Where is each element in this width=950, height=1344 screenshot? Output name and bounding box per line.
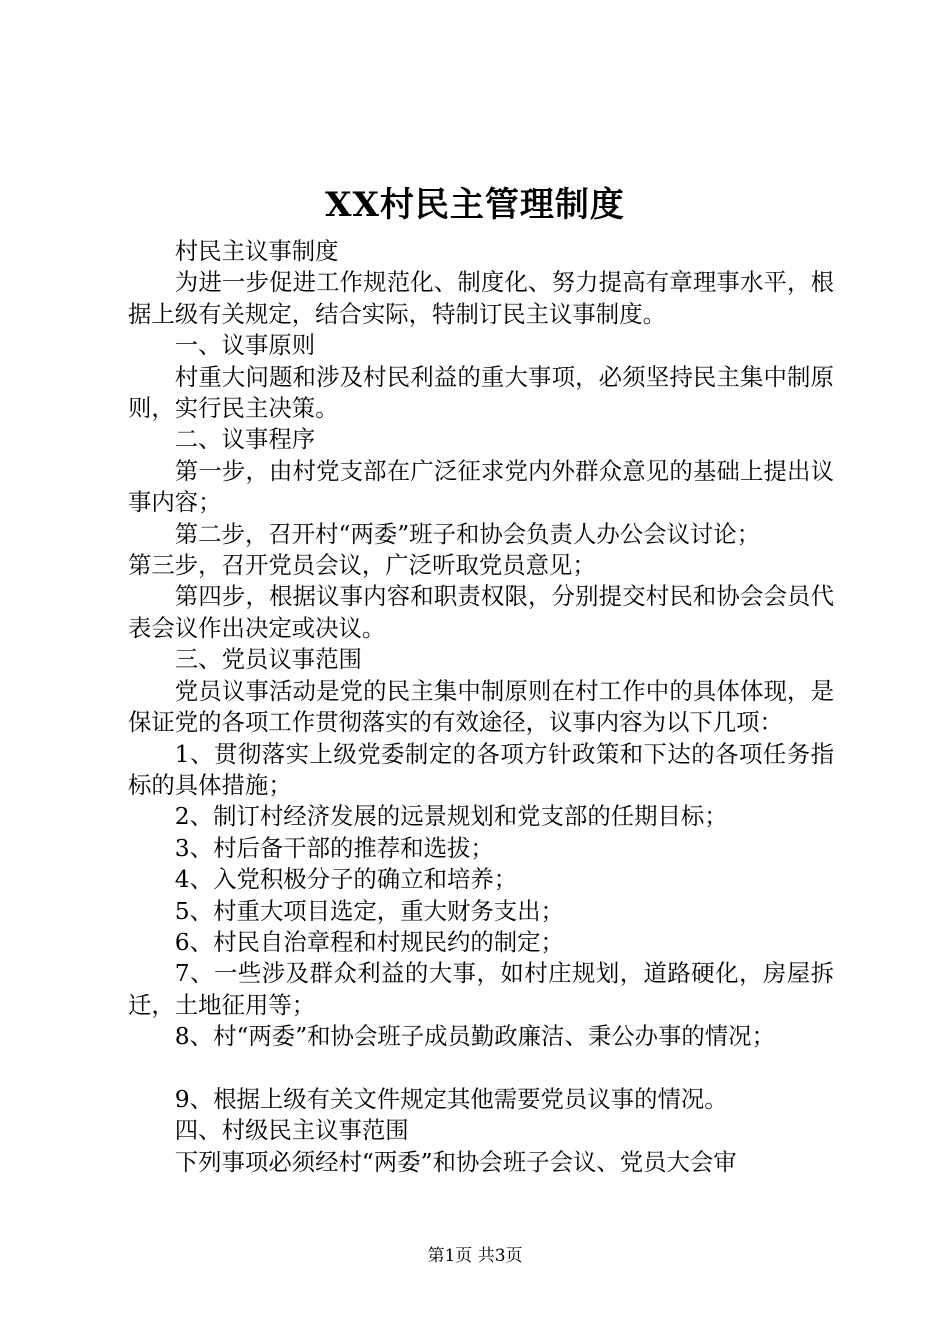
- list-item: 1、贯彻落实上级党委制定的各项方针政策和下达的各项任务指标的具体措施；: [128, 739, 834, 799]
- page-footer: 第1页 共3页: [427, 1246, 523, 1266]
- section-heading-2: 二、议事程序: [174, 425, 316, 454]
- paragraph-intro: 为进一步促进工作规范化、制度化、努力提高有章理事水平，根据上级有关规定，结合实际，特制订民主议事制度。: [128, 268, 834, 328]
- document-body: [128, 236, 834, 1178]
- section-heading-1: 一、议事原则: [174, 331, 316, 360]
- paragraph-step-2: 第二步，召开村“两委”班子和协会负责人办公会议讨论；: [174, 519, 761, 548]
- blank-line: [128, 1053, 834, 1084]
- list-item: 7、一些涉及群众利益的大事，如村庄规划，道路硬化，房屋拆迁，土地征用等；: [128, 959, 834, 1019]
- paragraph-step-3: 第三步，召开党员会议，广泛听取党员意见；: [128, 551, 596, 580]
- document-title: XX村民主管理制度: [325, 185, 625, 225]
- paragraph-subtitle: 村民主议事制度: [174, 237, 339, 265]
- paragraph-step-4: 第四步，根据议事内容和职责权限，分别提交村民和协会会员代表会议作出决定或决议。: [128, 582, 834, 642]
- list-item: 5、村重大项目选定，重大财务支出；: [174, 896, 564, 925]
- paragraph-principle: 村重大问题和涉及村民利益的重大事项，必须坚持民主集中制原则，实行民主决策。: [128, 362, 834, 423]
- section-heading-4: 四、村级民主议事范围: [174, 1116, 409, 1145]
- paragraph-village-scope: 下列事项必须经村“两委”和协会班子会议、党员大会审: [174, 1147, 737, 1176]
- list-item: 2、制订村经济发展的远景规划和党支部的任期目标；: [174, 802, 728, 831]
- section-heading-3: 三、党员议事范围: [174, 645, 362, 674]
- list-item: 3、村后备干部的推荐和选拔；: [174, 833, 494, 862]
- paragraph-step-1: 第一步，由村党支部在广泛征求党内外群众意见的基础上提出议事内容；: [128, 456, 834, 517]
- list-item: 8、村“两委”和协会班子成员勤政廉洁、秉公办事的情况；: [174, 1022, 775, 1051]
- list-item: 9、根据上级有关文件规定其他需要党员议事的情况。: [174, 1084, 728, 1113]
- list-item: 6、村民自治章程和村规民约的制定；: [174, 927, 564, 956]
- paragraph-party-scope: 党员议事活动是党的民主集中制原则在村工作中的具体体现，是保证党的各项工作贯彻落实的有效途径，议事内容为以下几项：: [128, 676, 834, 737]
- list-item: 4、入党积极分子的确立和培养；: [174, 865, 518, 894]
